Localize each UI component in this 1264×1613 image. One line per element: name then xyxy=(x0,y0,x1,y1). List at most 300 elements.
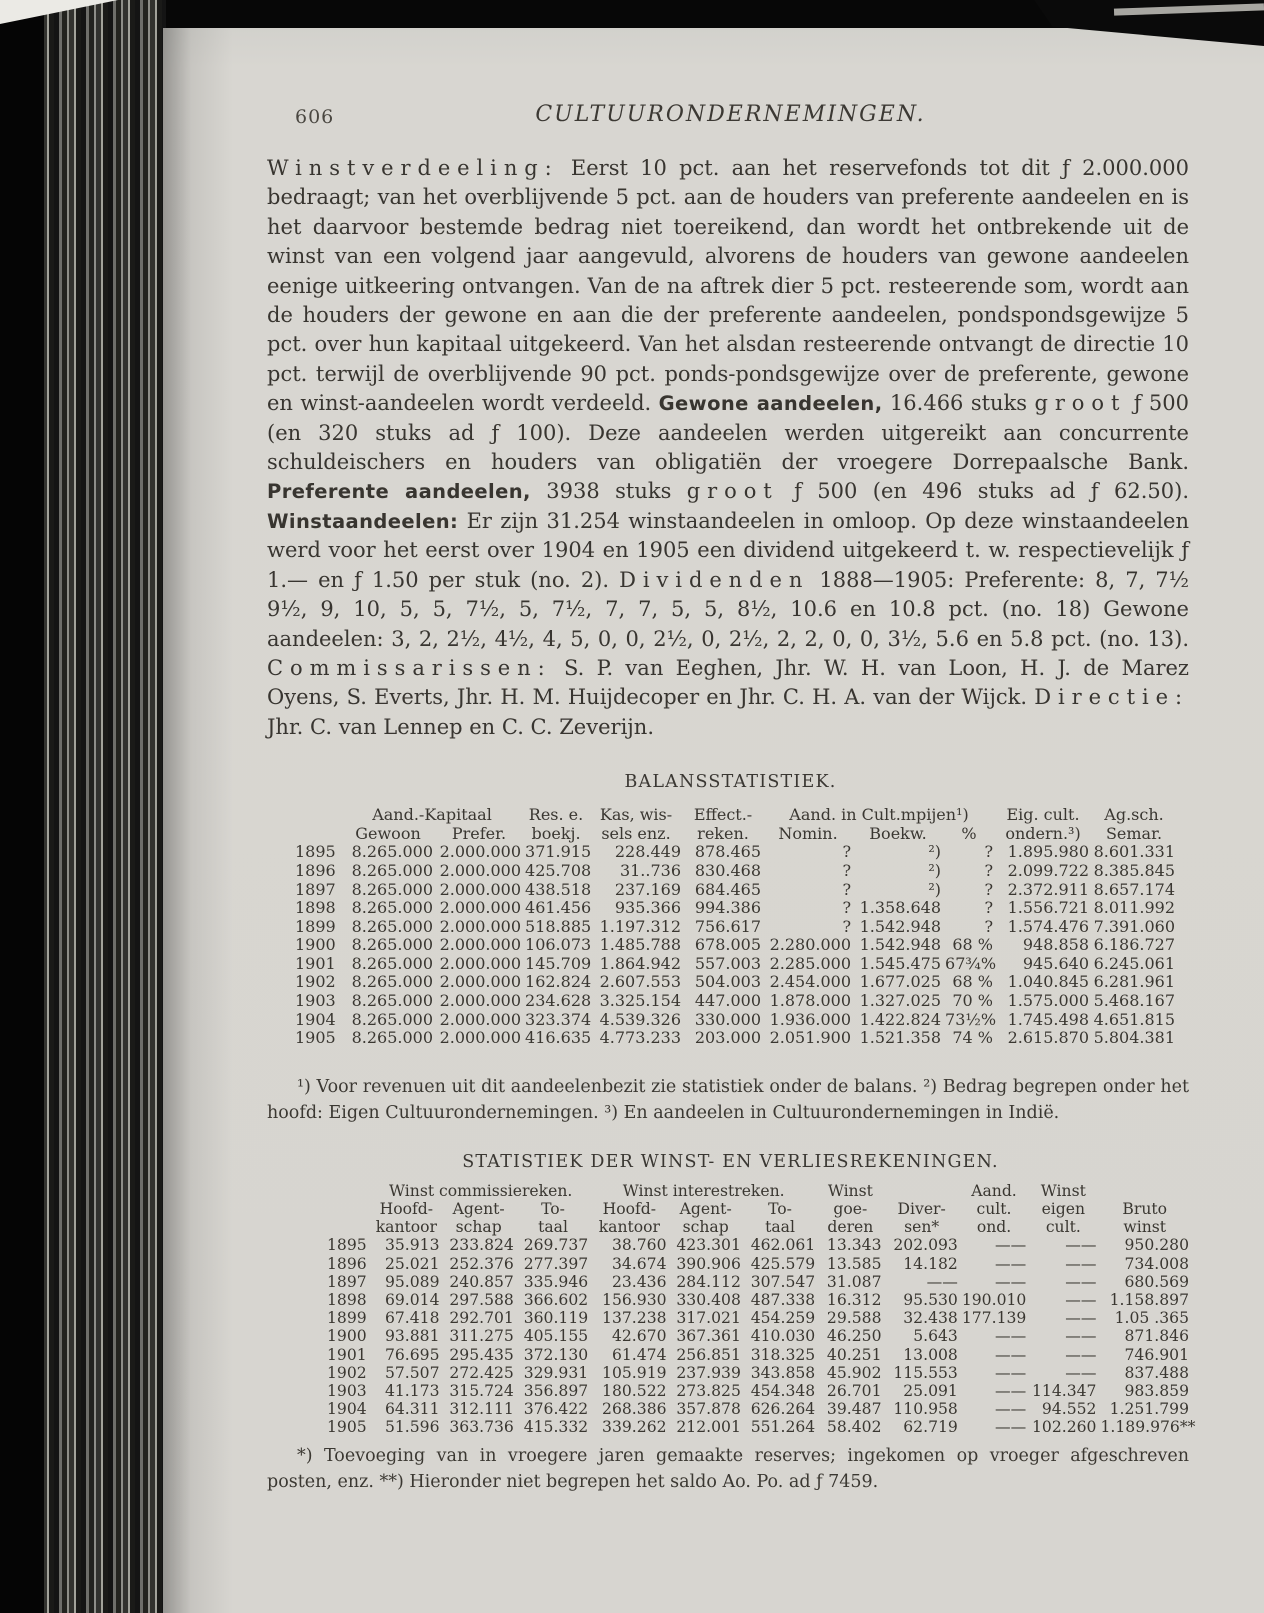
winst-table-body xyxy=(325,1236,1196,1437)
value-cell: 51.596 xyxy=(384,1418,440,1437)
value-cell: 2.000.000 xyxy=(439,953,522,973)
value-cell: 277.397 xyxy=(523,1254,589,1273)
value-cell: 162.824 xyxy=(525,972,592,992)
value-cell: 2.000.000 xyxy=(439,898,522,918)
table-row xyxy=(325,1309,1191,1327)
text-segment: Preferente aandeelen, xyxy=(267,480,531,504)
value-cell: 31.087 xyxy=(826,1272,882,1291)
text-segment: Winstverdeeling: xyxy=(267,156,559,180)
value-cell: 366.602 xyxy=(523,1291,589,1310)
year-cell: 1897 xyxy=(295,879,336,899)
value-cell: 447.000 xyxy=(694,991,762,1011)
value-cell: 1.545.475 xyxy=(859,953,942,973)
value-cell: 295.435 xyxy=(449,1345,514,1364)
value-cell: 16.312 xyxy=(826,1291,882,1310)
value-cell: 297.588 xyxy=(449,1291,514,1310)
header-cell: sen* xyxy=(904,1218,940,1237)
value-cell: 212.001 xyxy=(676,1418,741,1437)
header-cell: Aand.-Kapitaal xyxy=(372,805,492,825)
value-cell: 284.112 xyxy=(676,1272,741,1291)
value-cell: 756.617 xyxy=(694,916,762,936)
value-cell: 551.264 xyxy=(750,1418,816,1437)
value-cell: ? xyxy=(984,879,994,899)
value-cell: —— xyxy=(1065,1309,1097,1328)
value-cell: 102.260 xyxy=(1031,1418,1097,1437)
value-cell: 837.488 xyxy=(1124,1363,1189,1382)
value-cell: ²) xyxy=(928,879,942,899)
value-cell: 1.864.942 xyxy=(599,953,682,973)
value-cell: 684.465 xyxy=(694,879,762,899)
header-row xyxy=(293,806,1177,825)
value-cell: 425.708 xyxy=(525,860,592,880)
header-cell: Hoofd- xyxy=(379,1200,434,1219)
header-cell xyxy=(293,806,341,825)
header-cell: Ag.sch. xyxy=(1104,805,1164,825)
table-row xyxy=(293,936,1177,955)
value-cell: 1.327.025 xyxy=(859,991,942,1011)
value-cell: 45.902 xyxy=(826,1363,882,1382)
balans-table-title: BALANSSTATISTIEK. xyxy=(624,772,837,793)
page-content xyxy=(163,28,1264,1495)
value-cell: 292.701 xyxy=(449,1309,514,1328)
table-row xyxy=(325,1236,1191,1254)
value-cell: 62.719 xyxy=(903,1418,958,1437)
value-cell: ²) xyxy=(928,860,942,880)
value-cell: 1.485.788 xyxy=(599,935,682,955)
header-cell: cult. xyxy=(1045,1218,1081,1237)
header-cell: Diver- xyxy=(897,1200,946,1219)
value-cell: 2.372.911 xyxy=(1007,879,1090,899)
value-cell: 13.008 xyxy=(903,1345,958,1364)
header-cell xyxy=(325,1182,371,1200)
text-segment: Gewone aandeelen, xyxy=(658,392,883,416)
value-cell: 1.189.976** xyxy=(1100,1418,1196,1437)
value-cell: 367.361 xyxy=(676,1327,741,1346)
year-cell: 1898 xyxy=(327,1291,367,1310)
value-cell: 343.858 xyxy=(750,1363,816,1382)
value-cell: 67¾% xyxy=(945,953,997,973)
header-cell: taal xyxy=(538,1218,568,1237)
value-cell: 360.119 xyxy=(523,1309,589,1328)
value-cell: 2.000.000 xyxy=(439,1009,522,1029)
value-cell: 878.465 xyxy=(694,842,762,862)
value-cell: 317.021 xyxy=(676,1309,741,1328)
value-cell: 240.857 xyxy=(449,1272,514,1291)
table-row xyxy=(293,955,1177,974)
value-cell: 14.182 xyxy=(903,1254,958,1273)
value-cell: 312.111 xyxy=(449,1400,514,1419)
value-cell: 13.343 xyxy=(826,1236,882,1255)
value-cell: 269.737 xyxy=(523,1236,589,1255)
value-cell: 8.265.000 xyxy=(351,935,433,955)
value-cell: 371.915 xyxy=(525,842,592,862)
value-cell: 156.930 xyxy=(602,1291,667,1310)
value-cell: 233.824 xyxy=(449,1236,514,1255)
value-cell: 8.265.000 xyxy=(351,1009,433,1029)
value-cell: 237.939 xyxy=(676,1363,741,1382)
value-cell: 180.522 xyxy=(602,1382,667,1401)
header-cell: Winst xyxy=(1040,1181,1086,1200)
header-cell: Semar. xyxy=(1105,823,1163,843)
winst-table-title: STATISTIEK DER WINST- EN VERLIESREKENINGEN. xyxy=(462,1151,999,1172)
value-cell: 454.348 xyxy=(750,1382,816,1401)
header-cell: sels enz. xyxy=(601,823,671,843)
value-cell: 1.575.000 xyxy=(1007,991,1090,1011)
value-cell: 983.859 xyxy=(1124,1382,1189,1401)
balans-table-body xyxy=(293,843,1177,1048)
value-cell: 945.640 xyxy=(1022,953,1090,973)
value-cell: 1.251.799 xyxy=(1109,1400,1189,1419)
header-cell xyxy=(325,1218,371,1236)
value-cell: 110.958 xyxy=(893,1400,958,1419)
year-cell: 1902 xyxy=(327,1363,367,1382)
year-cell: 1905 xyxy=(295,1028,336,1048)
value-cell: —— xyxy=(994,1254,1027,1273)
header-cell: Agent- xyxy=(679,1200,732,1219)
year-cell: 1900 xyxy=(295,935,336,955)
value-cell: 73½% xyxy=(945,1009,997,1029)
value-cell: ? xyxy=(984,860,994,880)
value-cell: —— xyxy=(994,1345,1027,1364)
value-cell: —— xyxy=(994,1272,1027,1291)
table-row xyxy=(325,1418,1191,1436)
value-cell: 256.851 xyxy=(676,1345,741,1364)
text-segment: ƒ 500 (en 320 stuks ad ƒ 100). Deze aandeelen werden uitgereikt aan concurrente schuldeischers en houders van obligatiën der vroegere Dorrepaalsche Bank. xyxy=(267,391,1189,475)
value-cell: 8.601.331 xyxy=(1093,842,1176,862)
value-cell: 1.895.980 xyxy=(1007,842,1090,862)
text-segment: 16.466 stuks xyxy=(882,391,1035,416)
value-cell: ²) xyxy=(928,842,942,862)
value-cell: 1.040.845 xyxy=(1007,972,1090,992)
year-cell: 1898 xyxy=(295,898,336,918)
table-row xyxy=(293,992,1177,1011)
text-segment: 1888—1905: Preferente: 8, 7, 7½ 9½, 9, 10, 5, 5, 7½, 5, 7½, 7, 7, 5, 5, 8½, 10.6 en 10.8 pct. (no. 18) Gewone aandeelen: 3, 2, 2½, 4½, 4, 5, 0, 0, 2½, 0, 2½, 2, 2, 0, 0, 3½, 5.6 en 5.8 pct. (no. 13). xyxy=(267,567,1189,651)
value-cell: 2.000.000 xyxy=(439,842,522,862)
value-cell: 42.670 xyxy=(611,1327,667,1346)
value-cell: 4.651.815 xyxy=(1093,1009,1176,1029)
value-cell: 58.402 xyxy=(826,1418,882,1437)
text-segment: Dividenden xyxy=(619,567,810,592)
value-cell: —— xyxy=(1065,1236,1097,1255)
value-cell: 8.265.000 xyxy=(351,842,433,862)
value-cell: 273.825 xyxy=(676,1382,741,1401)
value-cell: 425.579 xyxy=(750,1254,816,1273)
value-cell: 830.468 xyxy=(694,860,762,880)
value-cell: 335.946 xyxy=(523,1272,589,1291)
value-cell: 8.265.000 xyxy=(351,972,433,992)
value-cell: 8.011.992 xyxy=(1093,898,1176,918)
year-cell: 1896 xyxy=(327,1254,367,1273)
value-cell: 935.366 xyxy=(614,898,682,918)
value-cell: ? xyxy=(984,916,994,936)
value-cell: 8.265.000 xyxy=(351,991,433,1011)
value-cell: —— xyxy=(1065,1291,1097,1310)
header-cell: Aand. xyxy=(971,1181,1017,1200)
year-cell: 1904 xyxy=(295,1009,336,1029)
value-cell: 252.376 xyxy=(449,1254,514,1273)
balans-footnote: ¹) Voor revenuen uit dit aandeelenbezit zie statistiek onder de balans. ²) Bedrag begrepen onder het hoofd: Eigen Cultuurondernemingen. ³) En aandeelen in Cultuurondernemingen in Indië. xyxy=(267,1076,1189,1123)
header-cell: winst xyxy=(1123,1218,1167,1237)
value-cell: ? xyxy=(842,916,852,936)
value-cell: 106.073 xyxy=(525,935,592,955)
text-segment: Jhr. C. van Lennep en C. C. Zeverijn. xyxy=(267,714,654,739)
year-cell: 1905 xyxy=(327,1418,367,1437)
header-cell: Hoofd- xyxy=(602,1200,657,1219)
value-cell: 339.262 xyxy=(602,1418,667,1437)
value-cell: 329.931 xyxy=(523,1363,589,1382)
header-cell: boekj. xyxy=(531,823,581,843)
header-cell: Eig. cult. xyxy=(1006,805,1080,825)
value-cell: ? xyxy=(984,842,994,862)
year-cell: 1899 xyxy=(295,916,336,936)
value-cell: 177.139 xyxy=(961,1309,1027,1328)
page-number: 606 xyxy=(295,106,335,128)
value-cell: 46.250 xyxy=(826,1327,882,1346)
header-cell: Prefer. xyxy=(451,823,507,843)
value-cell: ? xyxy=(842,879,852,899)
text-segment: Eerst 10 pct. aan het reservefonds tot dit ƒ 2.000.000 bedraagt; van het overblijvende 5 pct. aan de houders van preferente aandeelen en is het daarvoor bestemde bedrag niet toereikend, dan wordt het ontbrekende uit de winst van een volgend jaar aangevuld, alvorens de houders van gewone aandeelen eenige uitkeering ontvangen. Van de na aftrek dier 5 pct. resteerende som, wordt aan de houders der gewone en aan die der preferente aandeelen, pondspondsgewijze 5 pct. over hun kapitaal uitgekeerd. Van het alsdan resteerende ontvangt de directie 10 pct. terwijl de overblijvende 90 pct. ponds-pondsgewijze over de preferente, gewone en winst-aandeelen wordt verdeeld. xyxy=(267,156,1189,416)
value-cell: 626.264 xyxy=(750,1400,816,1419)
table-row xyxy=(325,1382,1191,1400)
header-row xyxy=(325,1218,1191,1236)
value-cell: 93.881 xyxy=(384,1327,440,1346)
value-cell: 330.408 xyxy=(676,1291,741,1310)
value-cell: 1.158.897 xyxy=(1109,1291,1189,1310)
value-cell: 1.05 .365 xyxy=(1114,1309,1189,1328)
value-cell: 95.530 xyxy=(903,1291,958,1310)
value-cell: 307.547 xyxy=(750,1272,816,1291)
table-row xyxy=(325,1273,1191,1291)
value-cell: 2.280.000 xyxy=(769,935,852,955)
value-cell: —— xyxy=(994,1363,1027,1382)
year-cell: 1896 xyxy=(295,860,336,880)
value-cell: —— xyxy=(1065,1345,1097,1364)
text-segment: ƒ 500 (en 496 stuks ad ƒ 62.50). xyxy=(778,479,1190,504)
value-cell: 234.628 xyxy=(525,991,592,1011)
header-cell: Gewoon xyxy=(355,823,421,843)
value-cell: —— xyxy=(994,1418,1027,1437)
value-cell: 35.913 xyxy=(384,1236,440,1255)
text-segment: Winstaandeelen: xyxy=(267,509,459,533)
year-cell: 1895 xyxy=(295,842,336,862)
header-cell: taal xyxy=(765,1218,795,1237)
value-cell: 2.000.000 xyxy=(439,879,522,899)
value-cell: 8.265.000 xyxy=(351,898,433,918)
book-page-edges xyxy=(0,0,166,1613)
value-cell: —— xyxy=(994,1236,1027,1255)
table-row xyxy=(293,843,1177,862)
value-cell: 31..736 xyxy=(619,860,682,880)
value-cell: 69.014 xyxy=(384,1291,440,1310)
running-title: CULTUURONDERNEMINGEN. xyxy=(535,102,926,127)
value-cell: ? xyxy=(842,860,852,880)
text-segment: S. P. van Eeghen, Jhr. W. H. van Loon, H. J. de Marez Oyens, S. Everts, Jhr. H. M. Huijdecoper en Jhr. C. H. A. van der Wijck. xyxy=(267,655,1189,710)
table-row xyxy=(293,973,1177,992)
year-cell: 1901 xyxy=(327,1345,367,1364)
header-cell: Agent- xyxy=(452,1200,505,1219)
value-cell: 25.021 xyxy=(384,1254,440,1273)
value-cell: 4.539.326 xyxy=(599,1009,682,1029)
header-cell: Winst xyxy=(827,1181,873,1200)
value-cell: 70 % xyxy=(952,991,994,1011)
header-cell: Winst commissiereken. xyxy=(389,1181,573,1200)
value-cell: 410.030 xyxy=(750,1327,816,1346)
value-cell: 6.281.961 xyxy=(1093,972,1176,992)
value-cell: 678.005 xyxy=(694,935,762,955)
value-cell: 557.003 xyxy=(694,953,762,973)
header-cell: goe- xyxy=(833,1200,868,1219)
table-row xyxy=(325,1364,1191,1382)
winst-table-header xyxy=(325,1182,1191,1237)
value-cell: 405.155 xyxy=(523,1327,589,1346)
value-cell: —— xyxy=(994,1327,1027,1346)
header-cell: Bruto xyxy=(1122,1200,1168,1219)
value-cell: 2.454.000 xyxy=(769,972,852,992)
value-cell: 357.878 xyxy=(676,1400,741,1419)
value-cell: 68 % xyxy=(952,972,994,992)
value-cell: 40.251 xyxy=(826,1345,882,1364)
value-cell: 8.265.000 xyxy=(351,953,433,973)
value-cell: 323.374 xyxy=(525,1009,592,1029)
header-cell: Effect.- xyxy=(693,805,753,825)
value-cell: 1.745.498 xyxy=(1007,1009,1090,1029)
year-cell: 1904 xyxy=(327,1400,367,1419)
table-row xyxy=(325,1255,1191,1273)
year-cell: 1901 xyxy=(295,953,336,973)
year-cell: 1900 xyxy=(327,1327,367,1346)
header-cell: deren xyxy=(827,1218,874,1237)
value-cell: 2.000.000 xyxy=(439,991,522,1011)
value-cell: 1.422.824 xyxy=(859,1009,942,1029)
value-cell: 8.265.000 xyxy=(351,1028,433,1048)
text-segment: Er zijn 31.254 winstaandeelen in omloop. Op deze winstaandeelen werd voor het eerst over 1904 en 1905 een dividend uitgekeerd t. w. respectievelijk ƒ 1.— en ƒ 1.50 per stuk (no. 2). xyxy=(267,508,1189,592)
value-cell: 1.542.948 xyxy=(859,916,942,936)
value-cell: 115.553 xyxy=(893,1363,958,1382)
value-cell: 950.280 xyxy=(1124,1236,1189,1255)
value-cell: 461.456 xyxy=(525,898,592,918)
table-row xyxy=(293,862,1177,881)
value-cell: 2.607.553 xyxy=(599,972,682,992)
header-cell: Res. e. xyxy=(528,805,584,825)
value-cell: 114.347 xyxy=(1031,1382,1097,1401)
header-cell: cult. xyxy=(976,1200,1012,1219)
value-cell: 6.245.061 xyxy=(1093,953,1176,973)
value-cell: 6.186.727 xyxy=(1093,935,1176,955)
value-cell: 228.449 xyxy=(614,842,682,862)
header-cell: ondern.³) xyxy=(1005,823,1081,843)
value-cell: 1.936.000 xyxy=(769,1009,852,1029)
value-cell: —— xyxy=(1065,1254,1097,1273)
value-cell: 454.259 xyxy=(750,1309,816,1328)
value-cell: 2.000.000 xyxy=(439,1028,522,1048)
header-cell xyxy=(884,1182,960,1200)
year-cell: 1903 xyxy=(295,991,336,1011)
value-cell: 948.858 xyxy=(1022,935,1090,955)
value-cell: 272.425 xyxy=(449,1363,514,1382)
value-cell: 734.008 xyxy=(1124,1254,1189,1273)
header-cell: kantoor xyxy=(598,1218,660,1237)
value-cell: 8.265.000 xyxy=(351,879,433,899)
value-cell: 1.574.476 xyxy=(1007,916,1090,936)
value-cell: 415.332 xyxy=(523,1418,589,1437)
value-cell: 871.846 xyxy=(1124,1327,1189,1346)
value-cell: ? xyxy=(842,898,852,918)
value-cell: 202.093 xyxy=(893,1236,958,1255)
table-row xyxy=(325,1346,1191,1364)
year-cell: 1899 xyxy=(327,1309,367,1328)
value-cell: 2.615.870 xyxy=(1007,1028,1090,1048)
page-header xyxy=(267,102,1194,136)
value-cell: 390.906 xyxy=(676,1254,741,1273)
value-cell: 2.000.000 xyxy=(439,972,522,992)
value-cell: 95.089 xyxy=(384,1272,440,1291)
value-cell: 7.391.060 xyxy=(1093,916,1176,936)
value-cell: 94.552 xyxy=(1041,1400,1097,1419)
year-cell: 1895 xyxy=(327,1236,367,1255)
value-cell: 67.418 xyxy=(384,1309,440,1328)
value-cell: 2.000.000 xyxy=(439,935,522,955)
value-cell: 1.677.025 xyxy=(859,972,942,992)
value-cell: 462.061 xyxy=(750,1236,816,1255)
value-cell: 487.338 xyxy=(750,1291,816,1310)
value-cell: 64.311 xyxy=(384,1400,440,1419)
table-row xyxy=(293,1011,1177,1030)
year-cell: 1903 xyxy=(327,1382,367,1401)
value-cell: —— xyxy=(994,1382,1027,1401)
value-cell: 318.325 xyxy=(750,1345,816,1364)
value-cell: 8.265.000 xyxy=(351,860,433,880)
value-cell: 105.919 xyxy=(602,1363,667,1382)
text-segment: 3938 stuks xyxy=(530,479,687,504)
value-cell: 13.585 xyxy=(826,1254,882,1273)
value-cell: 38.760 xyxy=(611,1236,667,1255)
value-cell: 315.724 xyxy=(449,1382,514,1401)
value-cell: 376.422 xyxy=(523,1400,589,1419)
value-cell: 2.051.900 xyxy=(769,1028,852,1048)
value-cell: 25.091 xyxy=(903,1382,958,1401)
header-cell: Nomin. xyxy=(778,823,838,843)
balans-table-header xyxy=(293,806,1177,843)
value-cell: 8.385.845 xyxy=(1093,860,1176,880)
value-cell: 57.507 xyxy=(384,1363,440,1382)
value-cell: 190.010 xyxy=(961,1291,1027,1310)
value-cell: 356.897 xyxy=(523,1382,589,1401)
table-row xyxy=(293,881,1177,900)
header-cell: kantoor xyxy=(375,1218,437,1237)
value-cell: 61.474 xyxy=(611,1345,667,1364)
winstverdeeling-paragraph xyxy=(267,154,1189,742)
header-cell: eigen xyxy=(1041,1200,1086,1219)
value-cell: 68 % xyxy=(952,935,994,955)
value-cell: 330.000 xyxy=(694,1009,762,1029)
value-cell: 372.130 xyxy=(523,1345,589,1364)
winst-footnote: *) Toevoeging van in vroegere jaren gemaakte reserves; ingekomen op vroeger afgeschreven posten, enz. **) Hieronder niet begrepen het saldo Ao. Po. ad ƒ 7459. xyxy=(267,1445,1189,1492)
value-cell: —— xyxy=(926,1272,958,1291)
value-cell: 1.542.948 xyxy=(859,935,942,955)
value-cell: 1.556.721 xyxy=(1007,898,1090,918)
value-cell: 2.000.000 xyxy=(439,860,522,880)
header-cell: schap xyxy=(682,1218,729,1237)
value-cell: 1.878.000 xyxy=(769,991,852,1011)
value-cell: 8.265.000 xyxy=(351,916,433,936)
value-cell: 504.003 xyxy=(694,972,762,992)
text-segment: groot xyxy=(686,479,779,504)
winst-verlies-table xyxy=(325,1181,1196,1437)
text-segment: Commissarissen: xyxy=(267,655,552,680)
header-cell xyxy=(1098,1182,1191,1200)
table-row xyxy=(325,1327,1191,1345)
value-cell: 363.736 xyxy=(449,1418,514,1437)
